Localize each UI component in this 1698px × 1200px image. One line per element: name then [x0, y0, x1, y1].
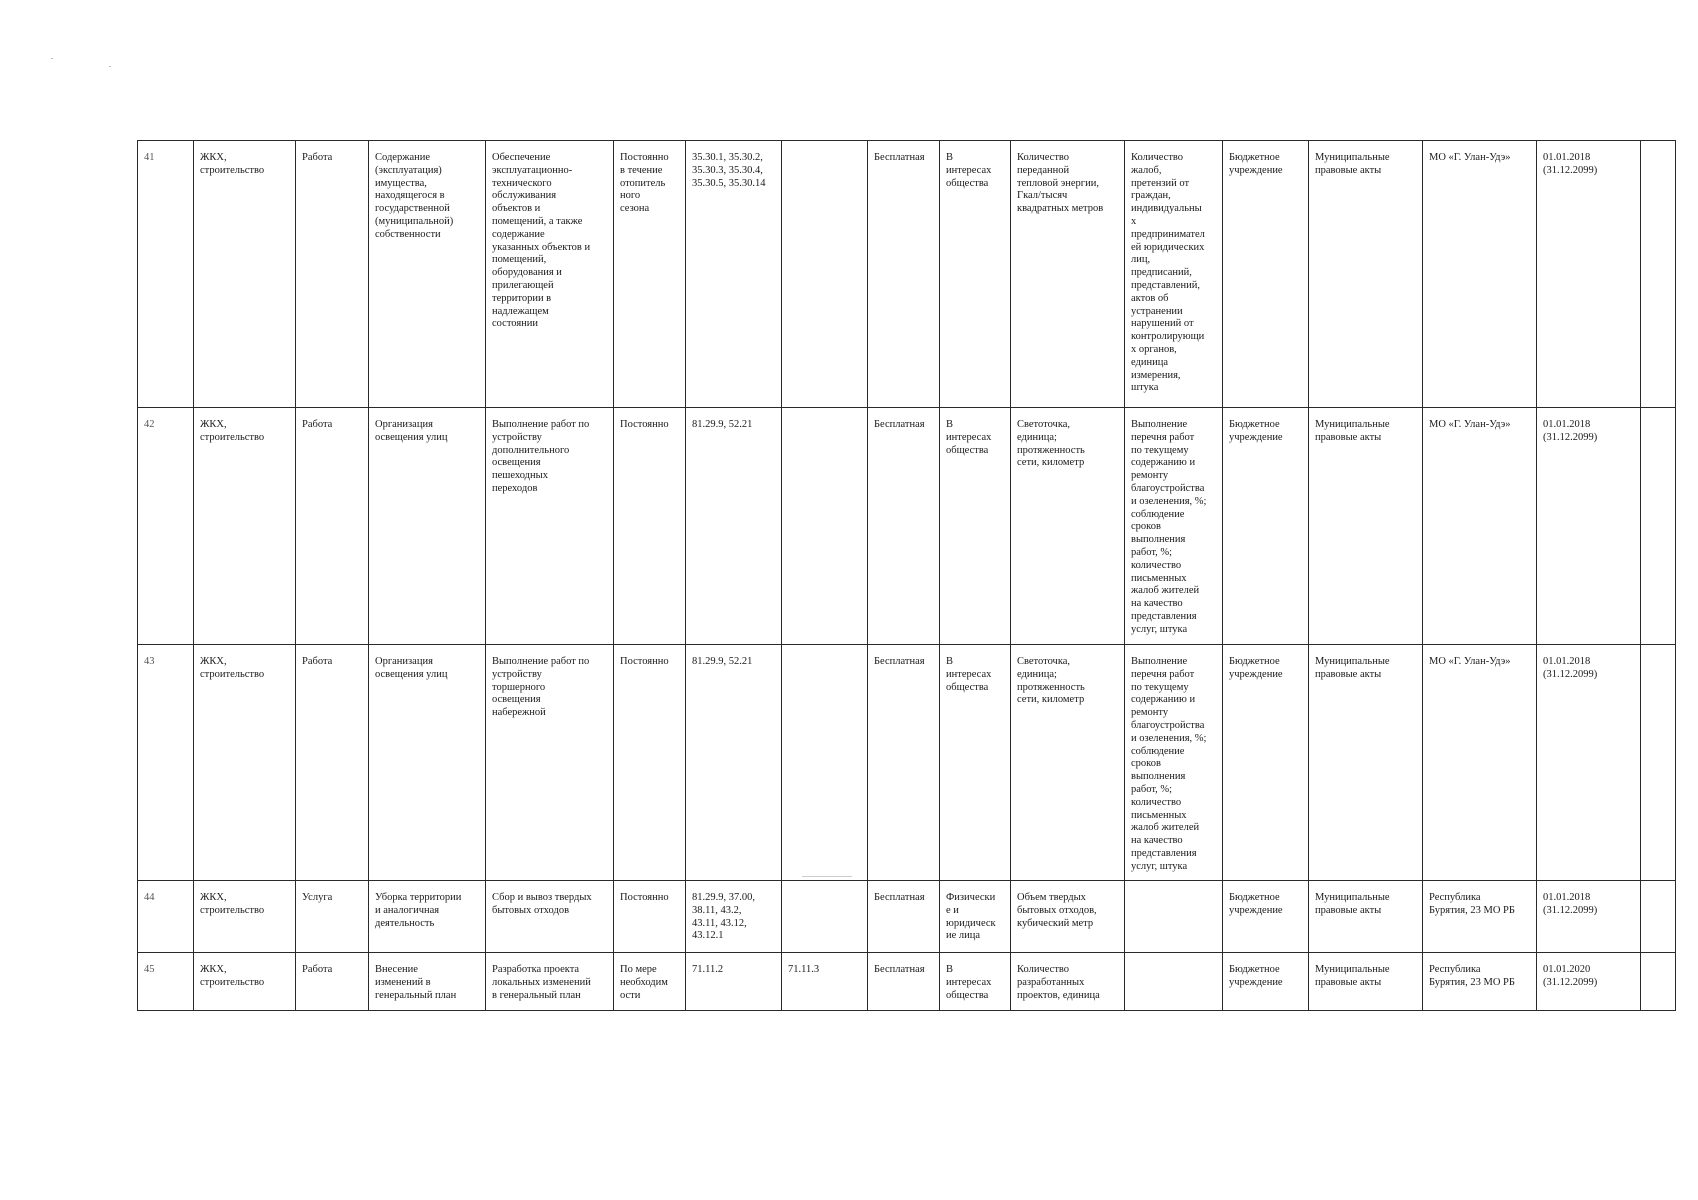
institution-type-cell: Бюджетное учреждение: [1223, 645, 1309, 881]
period-cell: Постоянно: [614, 408, 686, 645]
okved-cell: 81.29.9, 37.00, 38.11, 43.2, 43.11, 43.12, 43.12.1: [686, 881, 782, 953]
empty-cell: [1641, 645, 1676, 881]
empty-cell: [1641, 141, 1676, 408]
volume-indicator-cell: Светоточка, единица; протяженность сети, километр: [1011, 408, 1125, 645]
authority-cell: МО «Г. Улан-Удэ»: [1423, 408, 1537, 645]
row-number-cell: 44: [138, 881, 194, 953]
dates-cell: 01.01.2018 (31.12.2099): [1537, 645, 1641, 881]
sphere-cell: ЖКХ, строительство: [194, 953, 296, 1011]
type-cell: Работа: [296, 953, 369, 1011]
row-number-cell: 43: [138, 645, 194, 881]
quality-indicator-cell: Количество жалоб, претензий от граждан, индивидуальны х предпринимател ей юридических лиц, предписаний, представлений, актов об устранении нарушений от контролирующи х органов, единица измерения, штука: [1125, 141, 1223, 408]
service-content-cell: Сбор и вывоз твердых бытовых отходов: [486, 881, 614, 953]
empty-cell: [1641, 408, 1676, 645]
service-name-cell: Содержание (эксплуатация) имущества, находящегося в государственной (муниципальной) собственности: [369, 141, 486, 408]
consumers-cell: В интересах общества: [940, 408, 1011, 645]
consumers-cell: В интересах общества: [940, 953, 1011, 1011]
consumers-cell: В интересах общества: [940, 645, 1011, 881]
table-row: [138, 881, 1676, 953]
empty-cell: [1641, 953, 1676, 1011]
dates-cell: 01.01.2018 (31.12.2099): [1537, 141, 1641, 408]
row-number-cell: 45: [138, 953, 194, 1011]
consumers-cell: Физически е и юридическ ие лица: [940, 881, 1011, 953]
institution-type-cell: Бюджетное учреждение: [1223, 141, 1309, 408]
service-content-cell: Разработка проекта локальных изменений в генеральный план: [486, 953, 614, 1011]
type-cell: Услуга: [296, 881, 369, 953]
dates-cell: 01.01.2018 (31.12.2099): [1537, 881, 1641, 953]
scan-artifact-line: [802, 876, 852, 877]
legal-basis-cell: Муниципальные правовые акты: [1309, 881, 1423, 953]
service-name-cell: Организация освещения улиц: [369, 645, 486, 881]
quality-indicator-cell: [1125, 953, 1223, 1011]
okpd-cell: [782, 881, 868, 953]
service-content-cell: Выполнение работ по устройству дополнительного освещения пешеходных переходов: [486, 408, 614, 645]
legal-basis-cell: Муниципальные правовые акты: [1309, 953, 1423, 1011]
type-cell: Работа: [296, 408, 369, 645]
quality-indicator-cell: [1125, 881, 1223, 953]
okpd-cell: [782, 408, 868, 645]
authority-cell: МО «Г. Улан-Удэ»: [1423, 141, 1537, 408]
volume-indicator-cell: Количество разработанных проектов, единица: [1011, 953, 1125, 1011]
service-name-cell: Уборка территории и аналогичная деятельность: [369, 881, 486, 953]
empty-cell: [1641, 881, 1676, 953]
payment-cell: Бесплатная: [868, 141, 940, 408]
service-content-cell: Обеспечение эксплуатационно- технического обслуживания объектов и помещений, а также содержание указанных объектов и помещений, оборудования и прилегающей территории в надлежащем состоянии: [486, 141, 614, 408]
dates-cell: 01.01.2018 (31.12.2099): [1537, 408, 1641, 645]
institution-type-cell: Бюджетное учреждение: [1223, 881, 1309, 953]
type-cell: Работа: [296, 645, 369, 881]
row-number-cell: 42: [138, 408, 194, 645]
authority-cell: МО «Г. Улан-Удэ»: [1423, 645, 1537, 881]
sphere-cell: ЖКХ, строительство: [194, 645, 296, 881]
payment-cell: Бесплатная: [868, 645, 940, 881]
institution-type-cell: Бюджетное учреждение: [1223, 953, 1309, 1011]
sphere-cell: ЖКХ, строительство: [194, 881, 296, 953]
authority-cell: Республика Бурятия, 23 МО РБ: [1423, 953, 1537, 1011]
table-row: [138, 953, 1676, 1011]
legal-basis-cell: Муниципальные правовые акты: [1309, 141, 1423, 408]
okpd-cell: 71.11.3: [782, 953, 868, 1011]
okpd-cell: [782, 645, 868, 881]
payment-cell: Бесплатная: [868, 881, 940, 953]
period-cell: По мере необходим ости: [614, 953, 686, 1011]
scan-speck: [109, 66, 111, 67]
okved-cell: 35.30.1, 35.30.2, 35.30.3, 35.30.4, 35.30.5, 35.30.14: [686, 141, 782, 408]
okved-cell: 81.29.9, 52.21: [686, 645, 782, 881]
table-row: [138, 408, 1676, 645]
quality-indicator-cell: Выполнение перечня работ по текущему содержанию и ремонту благоустройства и озеленения, %; соблюдение сроков выполнения работ, %; количество письменных жалоб жителей на качество представления услуг, штука: [1125, 408, 1223, 645]
type-cell: Работа: [296, 141, 369, 408]
sphere-cell: ЖКХ, строительство: [194, 408, 296, 645]
legal-basis-cell: Муниципальные правовые акты: [1309, 408, 1423, 645]
service-name-cell: Внесение изменений в генеральный план: [369, 953, 486, 1011]
period-cell: Постоянно: [614, 645, 686, 881]
payment-cell: Бесплатная: [868, 953, 940, 1011]
institution-type-cell: Бюджетное учреждение: [1223, 408, 1309, 645]
period-cell: Постоянно в течение отопитель ного сезона: [614, 141, 686, 408]
quality-indicator-cell: Выполнение перечня работ по текущему содержанию и ремонту благоустройства и озеленения, %; соблюдение сроков выполнения работ, %; количество письменных жалоб жителей на качество представления услуг, штука: [1125, 645, 1223, 881]
payment-cell: Бесплатная: [868, 408, 940, 645]
period-cell: Постоянно: [614, 881, 686, 953]
consumers-cell: В интересах общества: [940, 141, 1011, 408]
volume-indicator-cell: Количество переданной тепловой энергии, Гкал/тысяч квадратных метров: [1011, 141, 1125, 408]
dates-cell: 01.01.2020 (31.12.2099): [1537, 953, 1641, 1011]
legal-basis-cell: Муниципальные правовые акты: [1309, 645, 1423, 881]
authority-cell: Республика Бурятия, 23 МО РБ: [1423, 881, 1537, 953]
volume-indicator-cell: Объем твердых бытовых отходов, кубический метр: [1011, 881, 1125, 953]
okpd-cell: [782, 141, 868, 408]
table-row: [138, 645, 1676, 881]
scan-speck: [51, 58, 53, 59]
service-name-cell: Организация освещения улиц: [369, 408, 486, 645]
services-registry-table: [137, 140, 1676, 1011]
okved-cell: 71.11.2: [686, 953, 782, 1011]
table-row: [138, 141, 1676, 408]
sphere-cell: ЖКХ, строительство: [194, 141, 296, 408]
row-number-cell: 41: [138, 141, 194, 408]
service-content-cell: Выполнение работ по устройству торшерного освещения набережной: [486, 645, 614, 881]
volume-indicator-cell: Светоточка, единица; протяженность сети, километр: [1011, 645, 1125, 881]
okved-cell: 81.29.9, 52.21: [686, 408, 782, 645]
